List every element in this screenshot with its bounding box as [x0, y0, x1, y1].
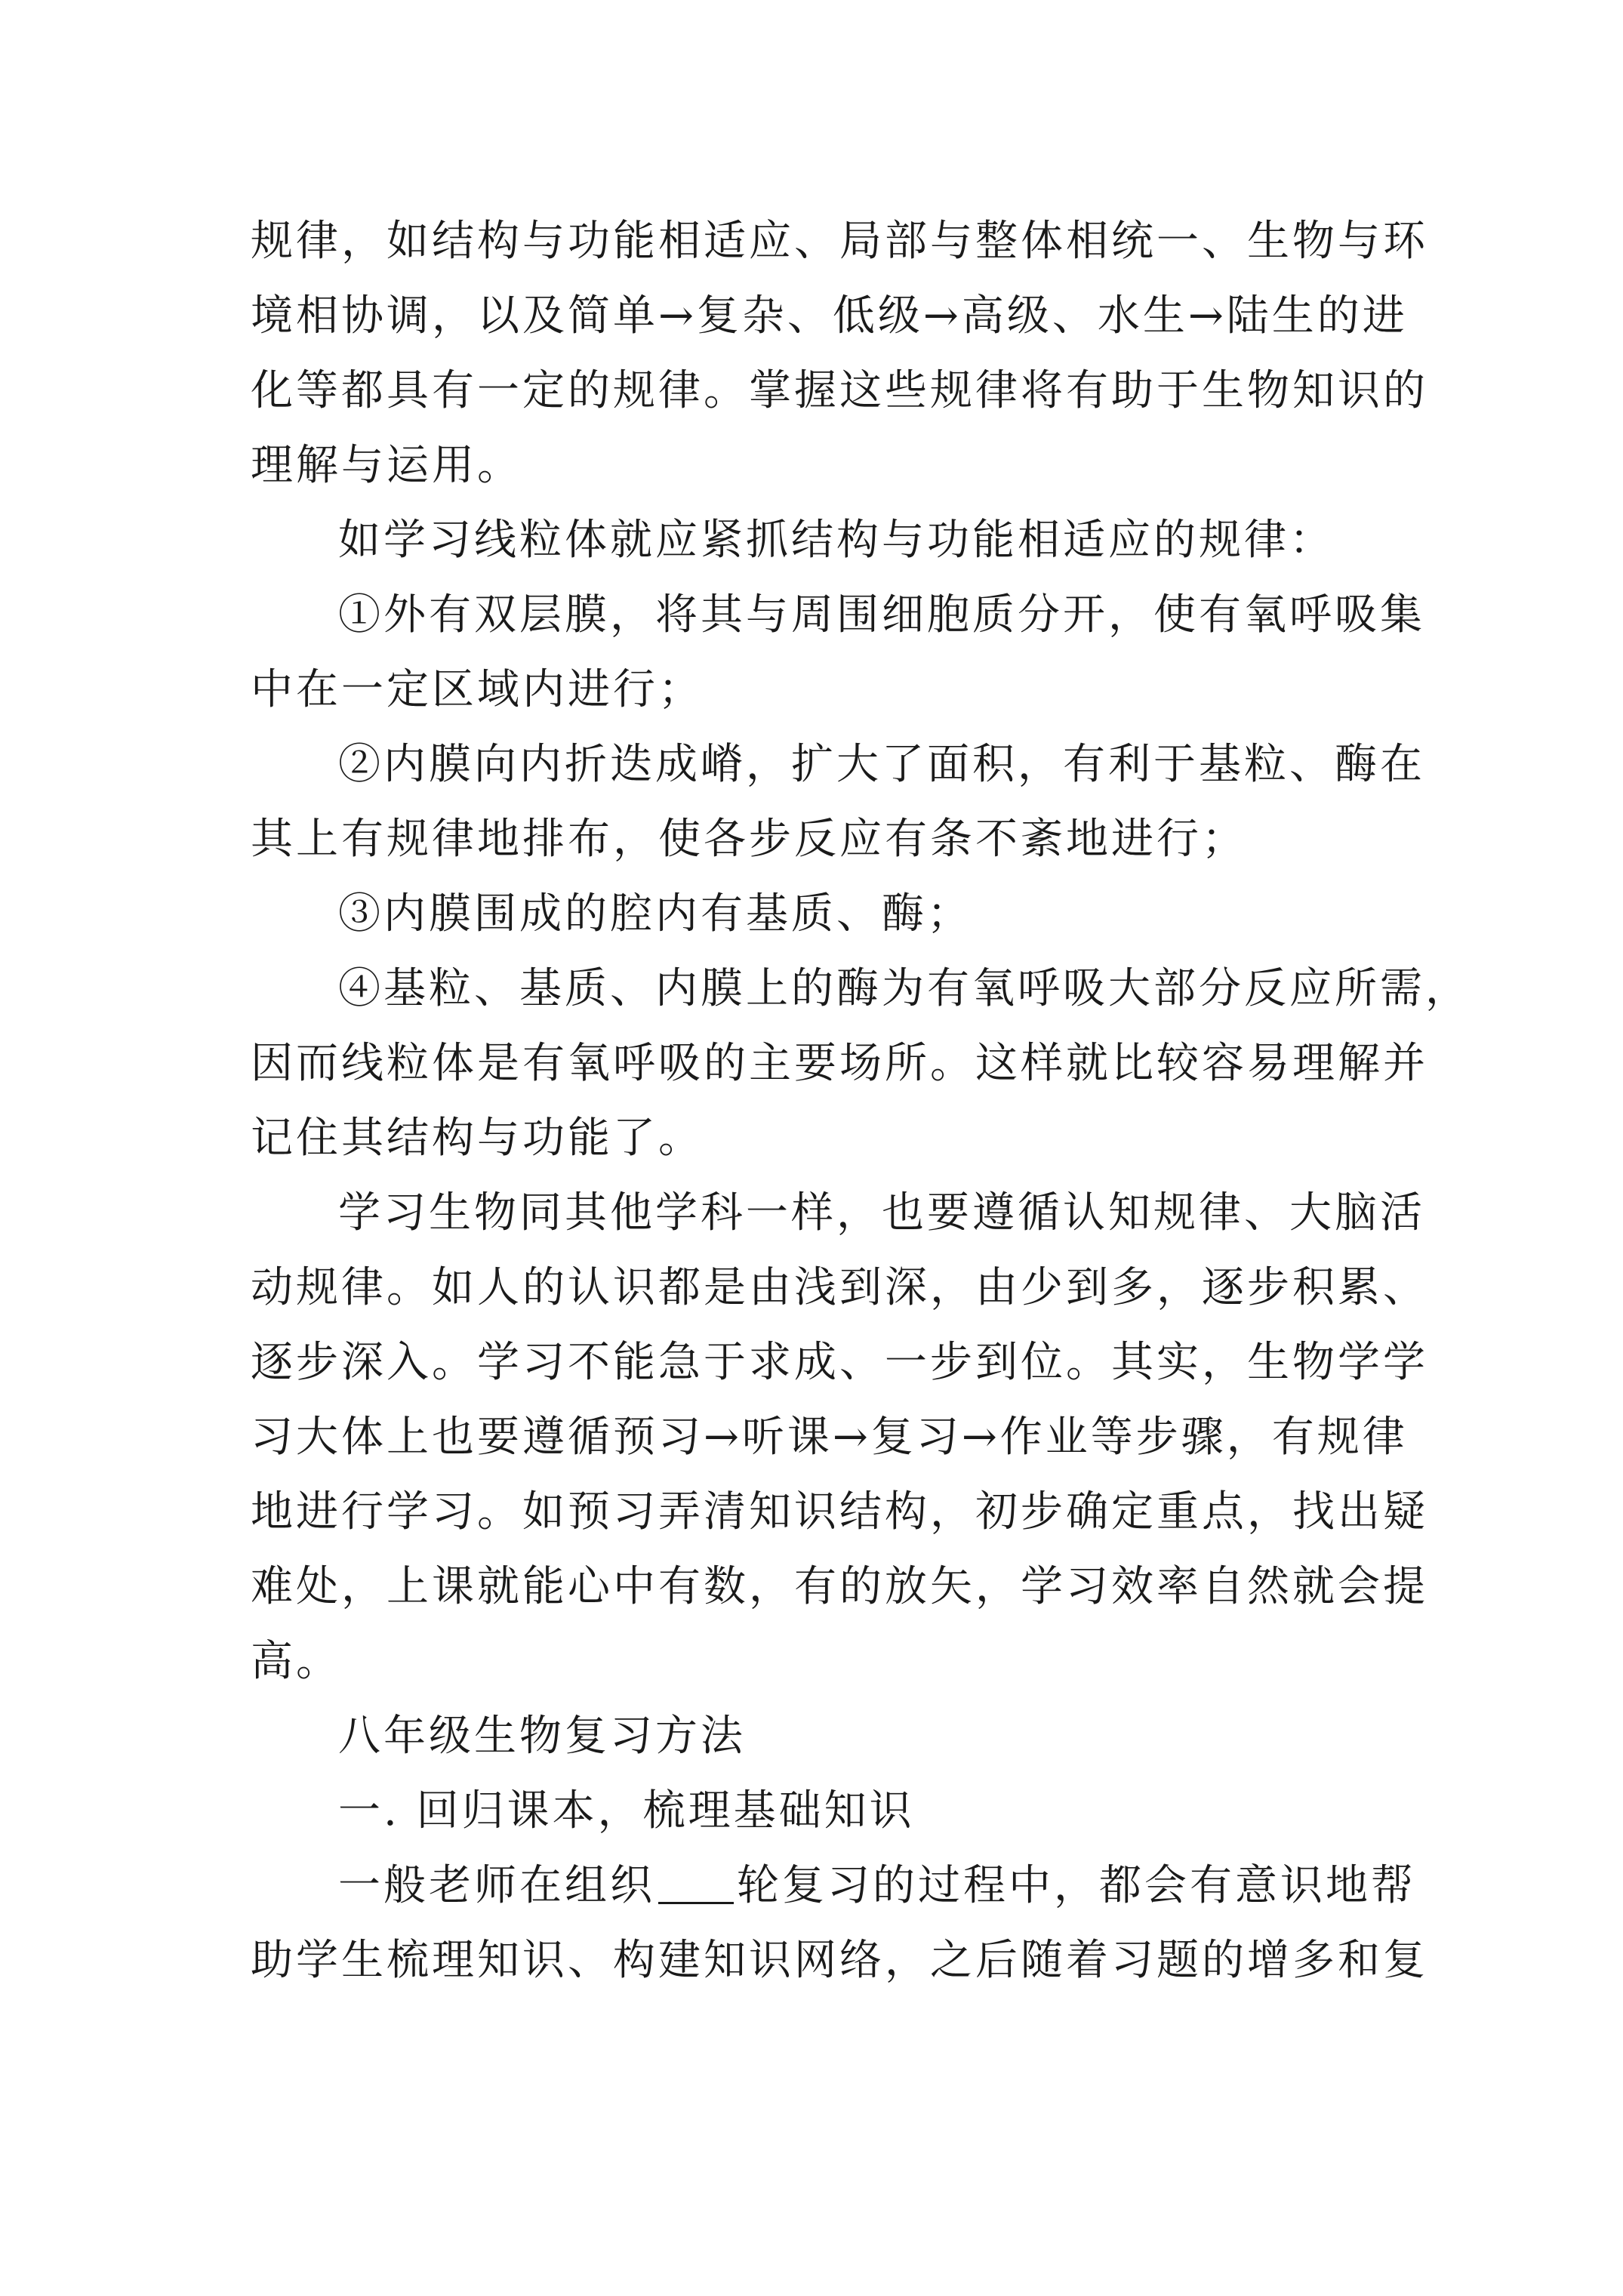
blank-line-before: 一般老师在组织 [338, 1861, 655, 1910]
text-line: 逐步深入。学习不能急于求成、一步到位。其实，生物学学 [251, 1338, 1428, 1387]
section-heading: 八年级生物复习方法 [338, 1712, 746, 1761]
paragraph-start: 学习生物同其他学科一样，也要遵循认知规律、大脑活 [338, 1188, 1425, 1237]
text-line: 其上有规律地排布，使各步反应有条不紊地进行； [251, 815, 1247, 864]
list-item-1: ①外有双层膜，将其与周围细胞质分开，使有氧呼吸集 [338, 590, 1425, 639]
text-line: 动规律。如人的认识都是由浅到深，由少到多，逐步积累、 [251, 1263, 1428, 1312]
text-line: 规律，如结构与功能相适应、局部与整体相统一、生物与环 [251, 217, 1428, 266]
text-line: 难处，上课就能心中有数，有的放矢，学习效率自然就会提 [251, 1562, 1428, 1611]
text-line: 境相协调，以及简单→复杂、低级→高级、水生→陆生的进 [251, 291, 1408, 341]
text-line: 理解与运用。 [251, 441, 522, 490]
text-line: 地进行学习。如预习弄清知识结构，初步确定重点，找出疑 [251, 1487, 1428, 1536]
subsection-heading: 一. 回归课本，梳理基础知识 [338, 1786, 915, 1835]
fill-in-blank-line [251, 1848, 1416, 1923]
list-item-2: ②内膜向内折迭成嵴，扩大了面积，有利于基粒、酶在 [338, 740, 1425, 789]
text-line: 助学生梳理知识、构建知识网络，之后随着习题的增多和复 [251, 1936, 1428, 1985]
document-body [251, 204, 1471, 1998]
paragraph-start: 如学习线粒体就应紧抓结构与功能相适应的规律： [338, 516, 1335, 565]
text-line: 记住其结构与功能了。 [251, 1114, 704, 1163]
text-line: 因而线粒体是有氧呼吸的主要场所。这样就比较容易理解并 [251, 1039, 1428, 1088]
fill-in-blank [658, 1860, 734, 1904]
blank-line-after: 轮复习的过程中，都会有意识地帮 [737, 1861, 1416, 1910]
text-line: 中在一定区域内进行； [251, 665, 704, 714]
text-line: 习大体上也要遵循预习→听课→复习→作业等步骤，有规律 [251, 1413, 1408, 1462]
list-item-3: ③内膜围成的腔内有基质、酶； [338, 889, 972, 938]
text-line: 高。 [251, 1637, 341, 1686]
list-item-4: ④基粒、基质、内膜上的酶为有氧呼吸大部分反应所需， [338, 964, 1471, 1013]
text-line: 化等都具有一定的规律。掌握这些规律将有助于生物知识的 [251, 366, 1428, 415]
